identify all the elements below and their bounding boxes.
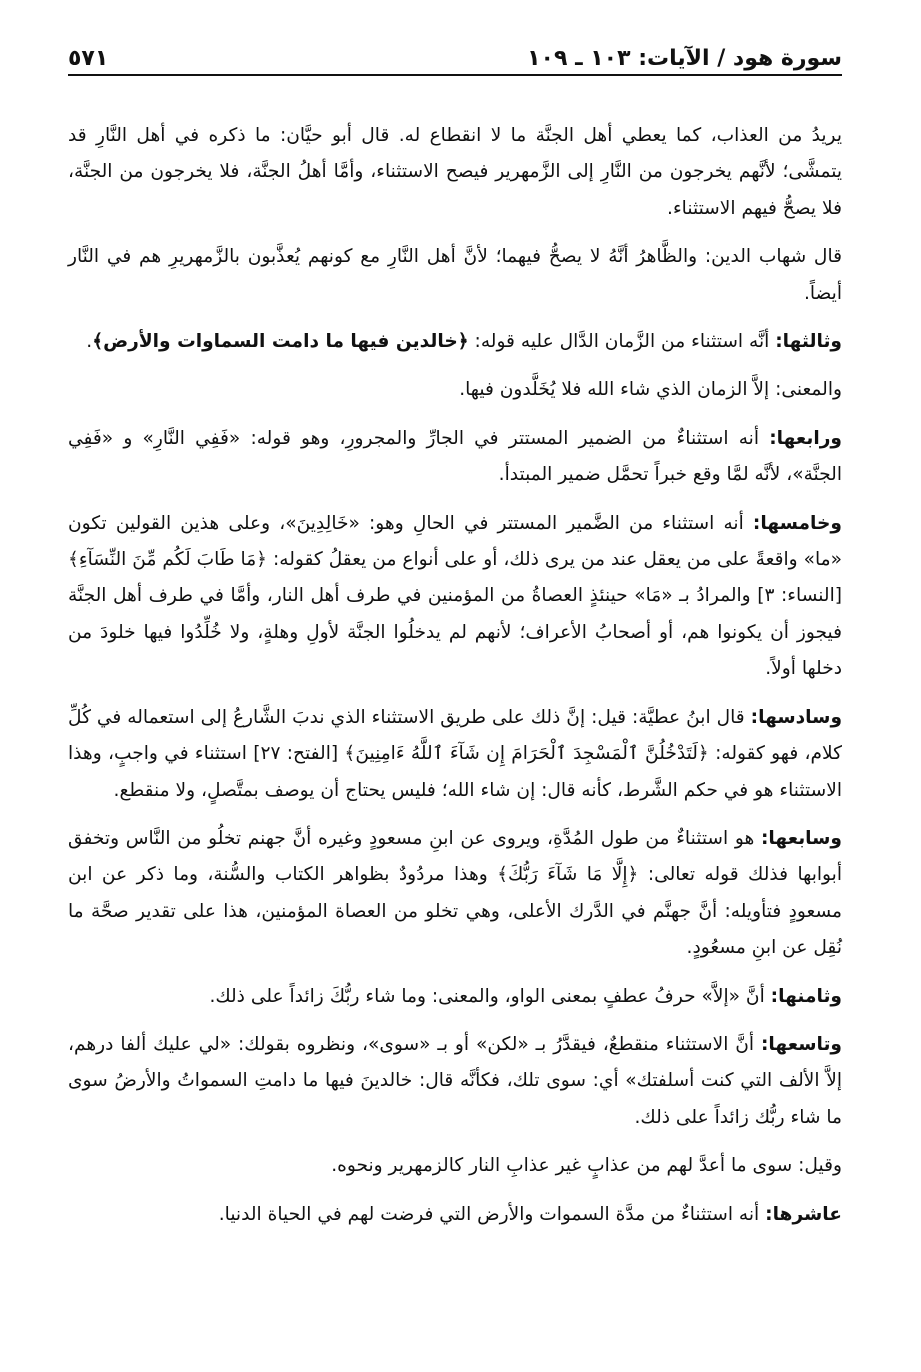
paragraph-label: وسادسها: [750,706,842,728]
paragraph-2: قال شهاب الدين: والظَّاهرُ أنَّهُ لا يصحُّ فيهما؛ لأنَّ أهل النَّارِ مع كونهم يُعذَّبون بالزَّمهريرِ هم في النَّار أيضاً. [68,246,842,304]
paragraph-10: وتاسعها: أنَّ الاستثناء منقطعٌ، فيقدَّرُ بـ «لكن» أو بـ «سوى»، ونظروه بقولك: «لي عليك ألفا درهم، إلاَّ الألف التي كنت أسلفتك» أي: سوى تلك، فكأنَّه قال: خالدينَ فيها ما دامتِ السمواتُ والأرضُ سوى ما شاء ربُّك زائداً على ذلك. [68,1033,842,1128]
paragraph-6: وخامسها: أنه استثناء من الضَّمير المستتر في الحالِ وهو: «خَالِدِينَ»، وعلى هذين القولين تكون «ما» واقعةً على من يعقل عند من يرى ذلك، أو على أنواع من يعقلُ كقوله: ﴿مَا طَابَ لَكُم مِّنَ النِّسَآءِ﴾ [النساء: ٣] والمرادُ بـ «مَا» حينئذٍ العصاةُ من المؤمنين في طرف أهل النار، وأمَّا في طرف أهل الجنَّة فيجوز أن يكونوا هم، أو أصحابُ الأعراف؛ لأنهم لم يدخلُوا الجنَّة لأولِ وهلةٍ، ولا خُلِّدُوا فيها خلودَ من دخلها أولاً. [68,512,842,680]
paragraph-3: وثالثها: أنَّه استثناء من الزَّمان الدَّال عليه قوله: ﴿خالدين فيها ما دامت السماوات والأرض﴾. [86,331,842,353]
header-title: سورة هود / الآيات: ١٠٣ ـ ١٠٩ [527,46,842,71]
paragraph-9: وثامنها: أنَّ «إلاَّ» حرفُ عطفٍ بمعنى الواو، والمعنى: وما شاء ربُّكَ زائداً على ذلك. [209,985,842,1007]
paragraph-8: وسابعها: هو استثناءٌ من طول المُدَّةِ، ويروى عن ابنِ مسعودٍ وغيره أنَّ جهنم تخلُو من النَّاس وتخفق أبوابها فذلك قوله تعالى: ﴿إِلَّا مَا شَآءَ رَبُّكَ﴾ وهذا مردُودٌ بظواهر الكتاب والسُّنة، وما ذكر عن ابن مسعودٍ فتأويله: أنَّ جهنَّم في الدَّرك الأعلى، وهي تخلو من العصاة المؤمنين، هذا على تقدير صحَّة ما نُقِل عن ابنِ مسعُودٍ. [68,827,842,959]
paragraph-label: وثالثها: [775,331,842,353]
paragraph-label: وسابعها: [761,827,842,849]
paragraph-4: والمعنى: إلاَّ الزمان الذي شاء الله فلا يُخَلَّدون فيها. [459,379,842,401]
running-header [68,34,842,76]
book-page [68,34,842,1245]
paragraph-5: ورابعها: أنه استثناءٌ من الضمير المستتر في الجارِّ والمجرورِ، وهو قوله: «فَفِي النَّارِ» و «فَفِي الجنَّة»، لأنَّه لمَّا وقع خبراً تحمَّل ضمير المبتدأ. [68,427,842,486]
paragraph-label: وخامسها: [752,512,842,534]
paragraph-label: وثامنها: [770,985,842,1007]
paragraph-12: عاشرها: أنه استثناءٌ من مدَّة السموات والأرض التي فرضت لهم في الحياة الدنيا. [218,1203,842,1225]
paragraph-11: وقيل: سوى ما أعدَّ لهم من عذابٍ غير عذابِ النار كالزمهرير ونحوه. [331,1155,842,1177]
paragraph-7: وسادسها: قال ابنُ عطيَّة: قيل: إنَّ ذلك على طريق الاستثناء الذي ندبَ الشَّارعُ إلى استعماله في كُلِّ كلام، فهو كقوله: ﴿لَتَدْخُلُنَّ ٱلْمَسْجِدَ ٱلْحَرَامَ إِن شَآءَ ٱللَّهُ ءَامِنِينَ﴾ [الفتح: ٢٧] استثناء في واجبٍ، وهذا الاستثناء هو في حكم الشَّرط، كأنه قال: إن شاء الله؛ فليس يحتاج أن يوصف بمتَّصلٍ، ولا منقطع. [68,706,842,801]
paragraph-label: ورابعها: [769,427,842,449]
page-number: ٥٧١ [68,46,109,71]
quran-quote: ﴿خالدين فيها ما دامت السماوات والأرض﴾ [92,331,469,353]
paragraph-1: يريدُ من العذاب، كما يعطي أهل الجنَّة ما لا انقطاع له. قال أبو حيَّان: ما ذكره في أهل النَّارِ قد يتمشَّى؛ لأنَّهم يخرجون من النَّارِ إلى الزَّمهرير فيصح الاستثناء، وأمَّا أهلُ الجنَّة، فلا يخرجون من الجنَّة، فلا يصحُّ فيهم الاستثناء. [68,125,842,219]
page-body [68,118,842,1233]
paragraph-label: وتاسعها: [761,1033,842,1055]
paragraph-label: عاشرها: [765,1203,842,1225]
